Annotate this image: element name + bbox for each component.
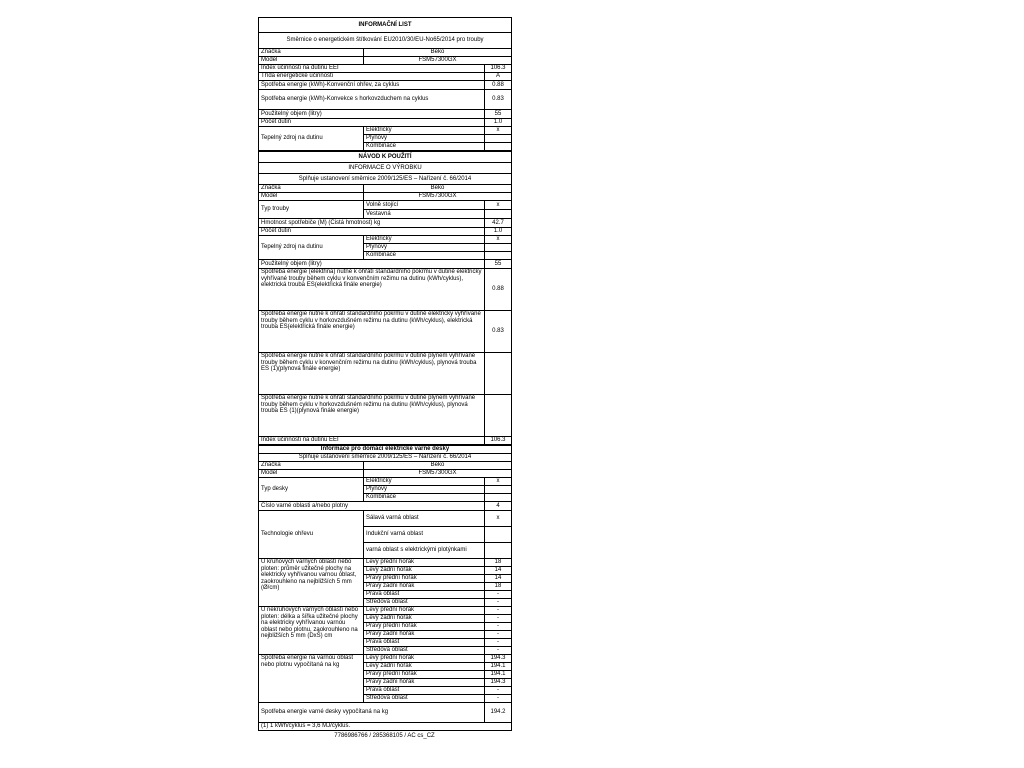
zone-value: - — [485, 687, 512, 695]
zone-label: Levý přední hořák — [364, 655, 485, 663]
option-label: varná oblast s elektrickými plotýnkami — [364, 543, 485, 559]
option-value — [485, 494, 512, 502]
option-value — [485, 143, 512, 151]
zone-value: 194.1 — [485, 663, 512, 671]
option-label: Plynový — [364, 135, 485, 143]
zone-label: Středová oblast — [364, 647, 485, 655]
hob-type-label: Typ desky — [259, 478, 364, 502]
section-subtitle: INFORMACE O VÝROBKU — [259, 163, 512, 174]
energy-row-value: 0.88 — [485, 269, 512, 311]
row-label: Spotřeba energie (kWh)-Konvekce s horkovzduchem na cyklus — [259, 90, 485, 110]
row-label: Počet dutin — [259, 119, 485, 127]
oven-info-table — [258, 151, 512, 445]
zone-label: Pravá oblast — [364, 687, 485, 695]
option-value: x — [485, 478, 512, 486]
energy-info-table — [258, 17, 512, 151]
row-value: 42.7 — [485, 219, 512, 228]
energy-row-value — [485, 395, 512, 437]
zone-value: - — [485, 615, 512, 623]
energy-row-value: 0.83 — [485, 311, 512, 353]
row-label: Značka — [259, 49, 364, 57]
option-label: Kombinace — [364, 143, 485, 151]
row-label: Model — [259, 470, 364, 478]
zone-value: - — [485, 607, 512, 615]
row-value: 55 — [485, 260, 512, 269]
option-label: Plynový — [364, 244, 485, 252]
option-value — [485, 486, 512, 494]
row-value: A — [485, 73, 512, 81]
row-value: 1.0 — [485, 119, 512, 127]
document-code: 7786986766 / 285368105 / AC cs_CZ — [334, 733, 435, 739]
hob-info-table — [258, 445, 512, 731]
zone-value: - — [485, 599, 512, 607]
zone-value: - — [485, 631, 512, 639]
zone-label: Pravý přední hořák — [364, 671, 485, 679]
row-value: 0.88 — [485, 81, 512, 90]
row-label: Spotřeba energie varné desky vypočítaná na kg — [259, 703, 485, 723]
zone-label: Pravý přední hořák — [364, 575, 485, 583]
row-label: Spotřeba energie (kWh)-Konvenční ohřev, za cyklus — [259, 81, 485, 90]
zone-value: 18 — [485, 559, 512, 567]
model-value: FSM57300GX — [364, 57, 512, 65]
zone-label: Pravá oblast — [364, 591, 485, 599]
zone-label: Levý přední hořák — [364, 559, 485, 567]
model-value: FSM57300GX — [364, 193, 512, 201]
option-value: x — [485, 127, 512, 135]
section-title: Informace pro domácí elektrické varné desky — [259, 446, 512, 454]
zone-label: Středová oblast — [364, 599, 485, 607]
option-value — [485, 252, 512, 260]
zone-value: 194.3 — [485, 655, 512, 663]
energy-row-label: Spotřeba energie nutné k ohřátí standardního pokrmu v dutině plynem vyhřívané trouby během cyklu v konvenčním režimu na dutinu (kWh/cyklus), plynová trouba ES (1)(plynová finále energie) — [259, 353, 485, 395]
zone-label: Levý přední hořák — [364, 607, 485, 615]
zone-value: - — [485, 623, 512, 631]
row-label: Model — [259, 193, 364, 201]
row-label: Třída energetické účinnosti — [259, 73, 485, 81]
option-value: x — [485, 511, 512, 527]
option-label: Kombinace — [364, 494, 485, 502]
heat-source-label: Tepelný zdroj na dutinu — [259, 236, 364, 260]
row-label: Index účinnosti na dutinu EEI — [259, 65, 485, 73]
footnote: (1) 1 kWh/cyklus = 3,6 MJ/cyklus. — [259, 723, 512, 731]
zone-value: - — [485, 591, 512, 599]
option-label: Plynový — [364, 486, 485, 494]
energy-row-label: Spotřeba energie (elektřina) nutné k ohřátí standardního pokrmu v dutině elektricky vyhřívané trouby během cyklu v konvenčním režimu na dutinu (kWh/cyklus), elektrická trouba ES(elektrická finále energie) — [259, 269, 485, 311]
option-value: x — [485, 201, 512, 210]
zone-label: Pravý zadní hořák — [364, 679, 485, 687]
heating-technology-label: Technologie ohřevu — [259, 511, 364, 559]
row-label: Index účinnosti na dutinu EEI — [259, 437, 485, 445]
row-value: 194.2 — [485, 703, 512, 723]
energy-row-label: Spotřeba energie nutné k ohřátí standardního pokrmu v dutině plynem vyhřívané trouby během cyklu v horkovzdušném režimu na dutinu (kWh/cyklus), plynová trouba ES (1)(plynová finále energie) — [259, 395, 485, 437]
row-value: 4 — [485, 502, 512, 511]
zone-value: 194.3 — [485, 679, 512, 687]
option-label: Elektrický — [364, 236, 485, 244]
oven-type-label: Typ trouby — [259, 201, 364, 219]
directive-text: Splňuje ustanovení směrnice 2009/125/ES – Nařízení č. 66/2014 — [259, 174, 512, 185]
option-label: Elektrický — [364, 127, 485, 135]
row-label: Počet dutin — [259, 228, 485, 236]
row-label: Hmotnost spotřebiče (M) (Čistá hmotnost) kg — [259, 219, 485, 228]
zone-value: 18 — [485, 583, 512, 591]
row-value: 106.3 — [485, 65, 512, 73]
zone-label: Pravý přední hořák — [364, 623, 485, 631]
model-value: FSM57300GX — [364, 470, 512, 478]
row-label: Číslo varné oblasti a/nebo plotny — [259, 502, 485, 511]
option-value — [485, 210, 512, 219]
row-label: Použitelný objem (litry) — [259, 260, 485, 269]
row-value: 55 — [485, 110, 512, 119]
zone-value: - — [485, 639, 512, 647]
zone-value: 194.1 — [485, 671, 512, 679]
zone-label: Levý zadní hořák — [364, 663, 485, 671]
option-value — [485, 543, 512, 559]
option-label: Sálavá varná oblast — [364, 511, 485, 527]
brand-value: Beko — [364, 49, 512, 57]
zone-energy-label: Spotřeba energie na varnou oblast nebo plotnu vypočítaná na kg — [259, 655, 364, 703]
option-label: Kombinace — [364, 252, 485, 260]
zone-label: Pravý zadní hořák — [364, 583, 485, 591]
energy-row-label: Spotřeba energie nutné k ohřátí standardního pokrmu v dutině elektricky vyhřívané trouby během cyklu v horkovzdušném režimu na dutinu (kWh/cyklus), elektrická trouba ES(elektrická finále energie) — [259, 311, 485, 353]
brand-value: Beko — [364, 462, 512, 470]
zone-value: 14 — [485, 567, 512, 575]
zone-label: Pravá oblast — [364, 639, 485, 647]
row-label: Značka — [259, 462, 364, 470]
option-value: x — [485, 236, 512, 244]
row-label: Model — [259, 57, 364, 65]
row-value: 0.83 — [485, 90, 512, 110]
option-label: Indukční varná oblast — [364, 527, 485, 543]
directive-text: Splňuje ustanovení směrnice 2009/125/ES – Nařízení č. 66/2014 — [259, 454, 512, 462]
zone-label: Levý zadní hořák — [364, 615, 485, 623]
section-title: NÁVOD K POUŽITÍ — [259, 152, 512, 163]
product-information-sheet — [258, 17, 511, 740]
energy-row-value — [485, 353, 512, 395]
row-value: 1.0 — [485, 228, 512, 236]
zone-label: Levý zadní hořák — [364, 567, 485, 575]
zone-value: - — [485, 695, 512, 703]
nonround-zones-label: U nekruhových varných oblastí nebo ploten: délka a šířka užitečné plochy na elektricky vyhřívanou varnou oblast nebo plotnu, zaokrouhleno na nejbližších 5 mm (DxŠ) cm — [259, 607, 364, 655]
row-label: Značka — [259, 185, 364, 193]
directive-text: Směrnice o energetickém štítkování EU2010/30/EU-No65/2014 pro trouby — [259, 33, 512, 49]
zone-label: Středová oblast — [364, 695, 485, 703]
section-title: INFORMAČNÍ LIST — [259, 18, 512, 33]
option-value — [485, 244, 512, 252]
zone-value: 14 — [485, 575, 512, 583]
option-value — [485, 527, 512, 543]
option-label: Vestavná — [364, 210, 485, 219]
zone-value: - — [485, 647, 512, 655]
option-label: Volně stojící — [364, 201, 485, 210]
row-value: 106.3 — [485, 437, 512, 445]
round-zones-label: U kruhových varných oblastí nebo ploten: průměr užitečné plochy na elektricky vyhřívanou varnou oblast, zaokrouhleno na nejbližších 5 mm (Ø/cm) — [259, 559, 364, 607]
brand-value: Beko — [364, 185, 512, 193]
heat-source-label: Tepelný zdroj na dutinu — [259, 127, 364, 151]
option-value — [485, 135, 512, 143]
row-label: Použitelný objem (litry) — [259, 110, 485, 119]
option-label: Elektrický — [364, 478, 485, 486]
zone-label: Pravý zadní hořák — [364, 631, 485, 639]
